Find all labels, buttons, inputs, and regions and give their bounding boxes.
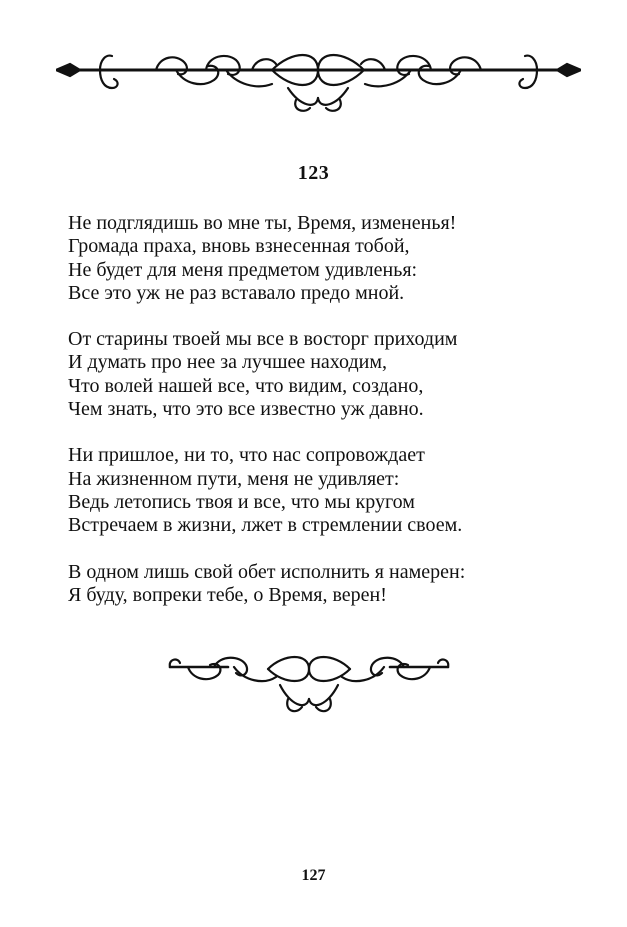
poem-line: Что волей нашей все, что видим, создано, bbox=[68, 374, 424, 397]
stanza bbox=[68, 444, 588, 537]
bottom-ornament-divider bbox=[168, 655, 450, 717]
poem-line: И думать про нее за лучшее находим, bbox=[68, 351, 388, 374]
poem-line: От старины твоей мы все в восторг приходим bbox=[68, 328, 458, 351]
poem-line: Ведь летопись твоя и все, что мы кругом bbox=[68, 490, 415, 513]
poem-line: Встречаем в жизни, лжет в стремлении своем. bbox=[68, 514, 463, 537]
stanza bbox=[68, 328, 588, 421]
poem-body bbox=[68, 212, 588, 630]
poem-line: Громада праха, вновь взнесенная тобой, bbox=[68, 235, 410, 258]
top-ornament-divider bbox=[56, 48, 581, 116]
poem-line: На жизненном пути, меня не удивляет: bbox=[68, 467, 400, 490]
poem-line: Все это уж не раз вставало предо мной. bbox=[68, 281, 405, 304]
poem-number: 123 bbox=[297, 162, 330, 184]
poem-line: Чем знать, что это все известно уж давно. bbox=[68, 398, 424, 421]
poem-line: Не будет для меня предметом удивленья: bbox=[68, 258, 418, 281]
poem-line: Ни пришлое, ни то, что нас сопровождает bbox=[68, 444, 425, 467]
poem-line: Я буду, вопреки тебе, о Время, верен! bbox=[68, 583, 387, 606]
stanza bbox=[68, 561, 588, 608]
poem-line: Не подглядишь во мне ты, Время, измененья! bbox=[68, 212, 457, 234]
poem-line: В одном лишь свой обет исполнить я намерен: bbox=[68, 560, 466, 583]
page-number: 127 bbox=[301, 867, 326, 884]
stanza bbox=[68, 212, 588, 305]
